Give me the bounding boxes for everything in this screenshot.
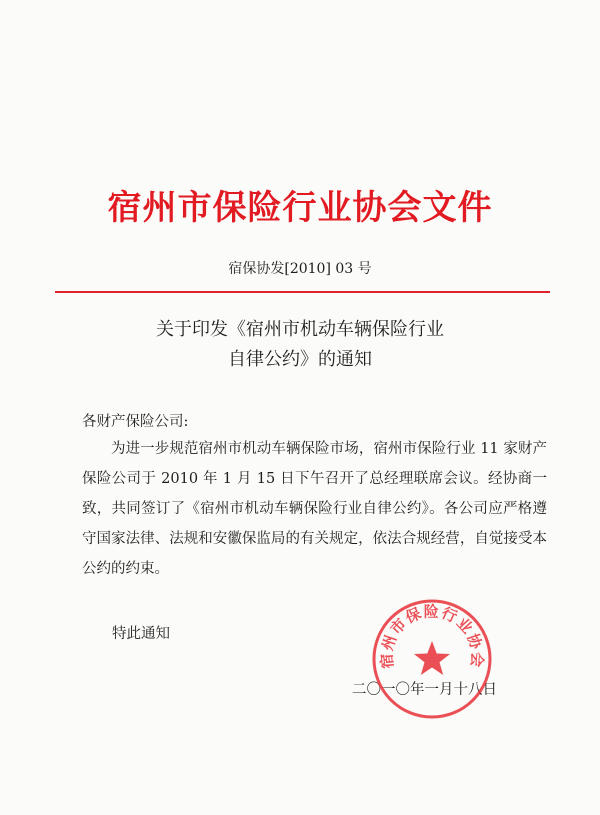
official-seal-stamp	[370, 597, 494, 721]
seal-star-icon	[414, 641, 450, 675]
closing-remark: 特此通知	[112, 626, 170, 642]
notice-title-line-1: 关于印发《宿州市机动车辆保险行业	[156, 319, 444, 340]
notice-title	[0, 315, 600, 375]
svg-text:宿州市保险行业协会: 宿州市保险行业协会	[377, 602, 487, 670]
body-paragraph: 为进一步规范宿州市机动车辆保险市场，宿州市保险行业 11 家财产保险公司于 2010 年 1 月 15 日下午召开了总经理联席会议。经协商一致，共同签订了《宿州市机动车辆保险行业自律公约》。各公司应严格遵守国家法律、法规和安徽保监局的有关规定，依法合规经营，自觉接受本公约的约束。	[82, 441, 547, 577]
salutation: 各财产保险公司:	[82, 414, 189, 430]
notice-title-line-2: 自律公约》的通知	[228, 349, 372, 370]
red-divider-line	[55, 291, 550, 293]
issuer-header-title: 宿州市保险行业协会文件	[107, 188, 493, 228]
document-number: 宿保协发[2010] 03 号	[228, 261, 372, 277]
issue-date: 二〇一〇年一月十八日	[352, 682, 497, 698]
